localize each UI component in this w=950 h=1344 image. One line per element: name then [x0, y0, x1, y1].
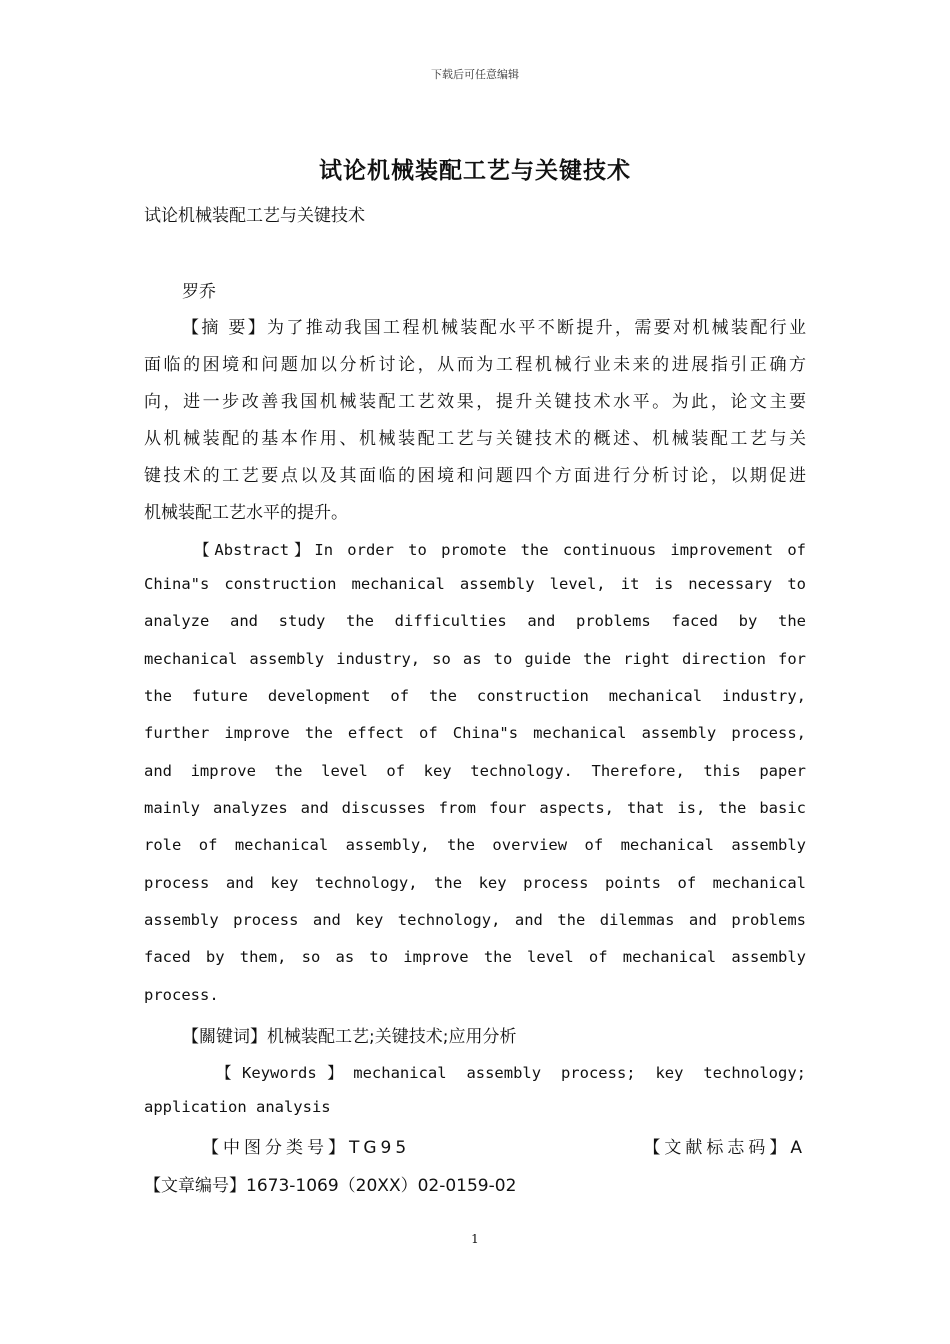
abstract-cn-line: 键技术的工艺要点以及其面临的困境和问题四个方面进行分析讨论，以期促进 [144, 466, 806, 486]
abstract-en-line: role of mechanical assembly, the overview of mechanical assembly [144, 836, 806, 854]
abstract-en-line: mechanical assembly industry, so as to guide the right direction for [144, 650, 806, 668]
keywords-en-line: 【Keywords】mechanical assembly process; key technology; [216, 1064, 806, 1082]
abstract-en-line: further improve the effect of China"s mechanical assembly process, [144, 724, 806, 742]
abstract-cn-line: 机械装配工艺水平的提升。 [144, 503, 348, 523]
abstract-cn-line: 【摘 要】为了推动我国工程机械装配水平不断提升，需要对机械装配行业 [182, 318, 806, 338]
abstract-en-line: faced by them, so as to improve the level of mechanical assembly [144, 948, 806, 966]
abstract-en-line: China"s construction mechanical assembly level, it is necessary to [144, 575, 806, 593]
abstract-cn-line: 向，进一步改善我国机械装配工艺效果，提升关键技术水平。为此，论文主要 [144, 392, 806, 412]
abstract-en-line: assembly process and key technology, and the dilemmas and problems [144, 911, 806, 929]
article-number: 【文章编号】1673-1069（20XX）02-0159-02 [144, 1176, 517, 1196]
abstract-en-line: and improve the level of key technology. Therefore, this paper [144, 762, 806, 780]
abstract-en-line: process and key technology, the key process points of mechanical [144, 874, 806, 892]
subtitle: 试论机械装配工艺与关键技术 [144, 206, 365, 226]
keywords-cn: 【關键词】机械装配工艺;关键技术;应用分析 [182, 1027, 517, 1047]
abstract-en-line: analyze and study the difficulties and problems faced by the [144, 612, 806, 630]
page-header: 下载后可任意编辑 [431, 68, 519, 81]
document-code: 【文献标志码】A [643, 1138, 806, 1158]
abstract-en-line: process. [144, 986, 219, 1004]
clc-number: 【中图分类号】TG95 [202, 1138, 411, 1158]
page-number: 1 [471, 1232, 479, 1246]
abstract-en-line: 【Abstract】In order to promote the continuous improvement of [194, 541, 806, 559]
abstract-cn-line: 从机械装配的基本作用、机械装配工艺与关键技术的概述、机械装配工艺与关 [144, 429, 806, 449]
keywords-en-line: application analysis [144, 1098, 331, 1116]
abstract-cn-line: 面临的困境和问题加以分析讨论，从而为工程机械行业未来的进展指引正确方 [144, 355, 806, 375]
author: 罗乔 [182, 282, 216, 302]
abstract-en-line: mainly analyzes and discusses from four aspects, that is, the basic [144, 799, 806, 817]
abstract-en-line: the future development of the construction mechanical industry, [144, 687, 806, 705]
document-title: 试论机械装配工艺与关键技术 [319, 157, 631, 184]
